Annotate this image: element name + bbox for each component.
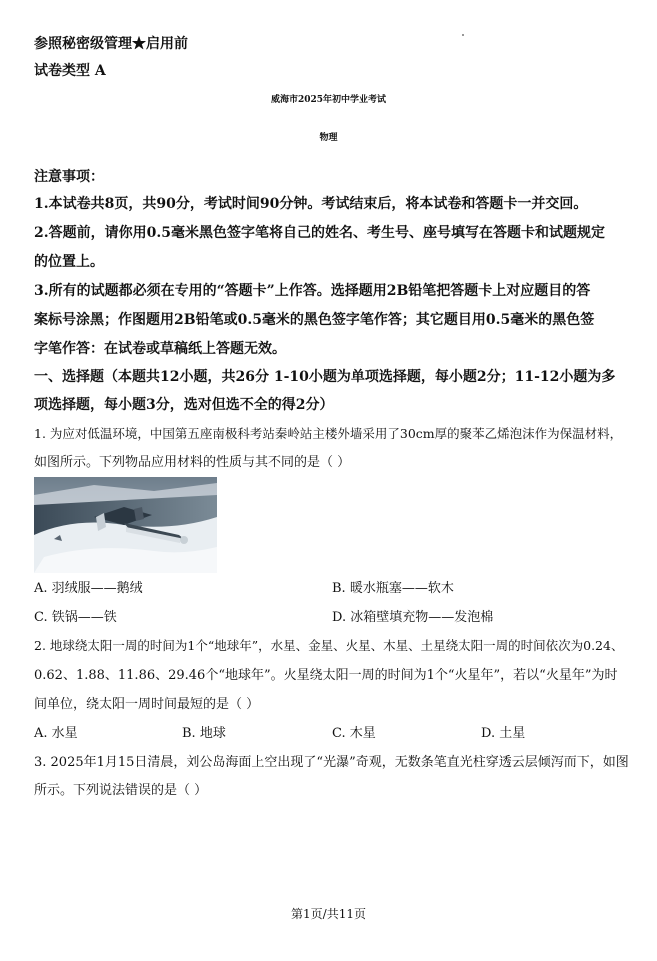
notes-heading: 注意事项：: [34, 169, 104, 185]
paper-type-label: 试卷类型 A: [34, 63, 106, 79]
question-2-line-1: 2. 地球绕太阳一周的时间为1个“地球年”，水星、金星、火星、木星、土星绕太阳一周的时间依次为0.24、: [34, 638, 624, 653]
note-item-2-line-1: 2.答题前，请你用0.5毫米黑色签字笔将自己的姓名、考生号、座号填写在答题卡和试题规定: [34, 225, 605, 241]
question-2-option-c: C. 木星: [332, 726, 376, 741]
note-item-3-line-2: 案标号涂黑；作图题用2B铅笔或0.5毫米的黑色签字笔作答；其它题目用0.5毫米的黑色签: [34, 312, 595, 328]
question-3-line-2: 所示。下列说法错误的是（ ）: [34, 783, 208, 798]
antarctic-station-photo: [34, 477, 217, 573]
exam-title: 威海市2025年初中学业考试: [270, 95, 387, 105]
note-item-3-line-3: 字笔作答：在试卷或草稿纸上答题无效。: [34, 341, 286, 357]
question-3-line-1: 3. 2025年1月15日清晨，刘公岛海面上空出现了“光瀑”奇观，无数条笔直光柱穿透云层倾泻而下，如图: [34, 755, 629, 770]
section-1-heading-line-1: 一、选择题（本题共12小题，共26分 1-10小题为单项选择题，每小题2分；11-12小题为多: [34, 369, 616, 385]
page-number: 第1页/共11页: [291, 907, 366, 921]
question-2-line-2: 0.62、1.88、11.86、29.46个“地球年”。火星绕太阳一周的时间为1个“火星年”，若以“火星年”为时: [34, 668, 618, 683]
note-item-3-line-1: 3.所有的试题都必须在专用的“答题卡”上作答。选择题用2B铅笔把答题卡上对应题目的答: [34, 283, 591, 299]
question-2-option-d: D. 土星: [481, 726, 526, 741]
stray-dot: [462, 34, 464, 36]
question-1-line-2: 如图所示。下列物品应用材料的性质与其不同的是（ ）: [34, 455, 351, 470]
question-1-option-c: C. 铁锅——铁: [34, 610, 117, 625]
note-item-1: 1.本试卷共8页，共90分，考试时间90分钟。考试结束后，将本试卷和答题卡一并交回。: [34, 196, 588, 212]
subject-title: 物理: [319, 133, 338, 143]
note-item-2-line-2: 的位置上。: [34, 254, 104, 270]
question-2-line-3: 间单位，绕太阳一周时间最短的是（ ）: [34, 697, 260, 712]
question-1-option-a: A. 羽绒服——鹅绒: [34, 581, 143, 596]
question-1-option-d: D. 冰箱壁填充物——发泡棉: [332, 610, 494, 625]
question-1-option-b: B. 暖水瓶塞——软木: [332, 581, 454, 596]
section-1-heading-line-2: 项选择题，每小题3分，选对但选不全的得2分）: [34, 397, 334, 413]
question-2-option-b: B. 地球: [182, 726, 226, 741]
question-1-line-1: 1. 为应对低温环境，中国第五座南极科考站秦岭站主楼外墙采用了30cm厚的聚苯乙烯泡沫作为保温材料，: [34, 426, 623, 441]
confidential-label: 参照秘密级管理★启用前: [34, 36, 188, 52]
question-2-option-a: A. 水星: [34, 726, 78, 741]
